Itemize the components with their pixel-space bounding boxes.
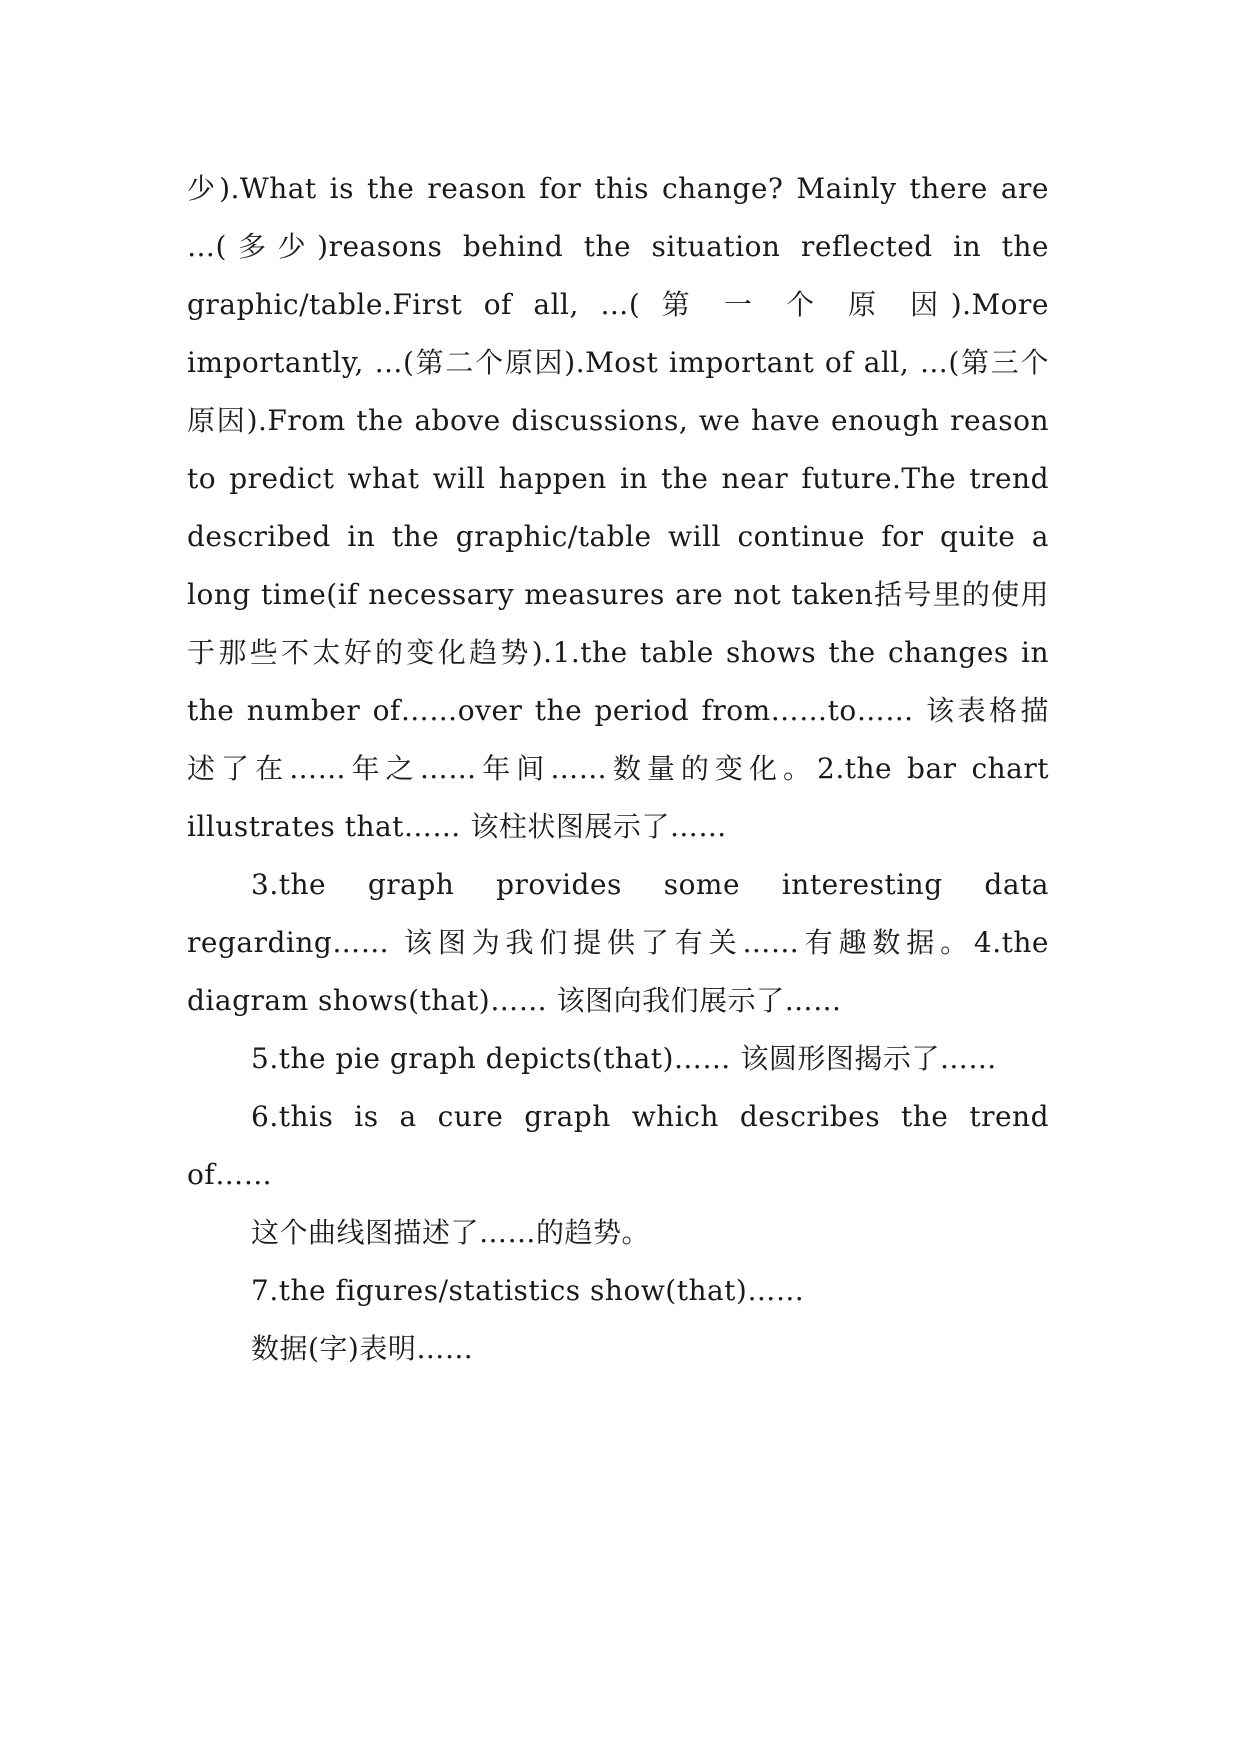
paragraph-phrase-6: 6.this is a cure graph which describes the trend of…… [187, 1100, 1049, 1191]
paragraph-phrase-7-translation: 数据(字)表明…… [251, 1332, 474, 1365]
paragraph-phrase-5: 5.the pie graph depicts(that)…… 该圆形图揭示了…… [251, 1042, 997, 1075]
paragraph-phrase-7: 7.the figures/statistics show(that)…… [251, 1274, 805, 1307]
document-body [187, 160, 1049, 1378]
paragraph-phrase-6-translation: 这个曲线图描述了……的趋势。 [251, 1216, 651, 1249]
paragraph-reasons-and-phrases: 少).What is the reason for this change? Mainly there are …(多少)reasons behind the situation reflected in the graphic/table.First of all, …( 第 一 个 原 因).More importantly, …(第二个原因).Most important of all, …(第三个原因).From the above discussions, we have enough reason to predict what will happen in the near future.The trend described in the graphic/table will continue for quite a long time(if necessary measures are not taken括号里的使用于那些不太好的变化趋势).1.the table shows the changes in the number of……over the period from……to…… 该表格描述了在……年之……年间……数量的变化。2.the bar chart illustrates that…… 该柱状图展示了…… [187, 172, 1049, 843]
paragraph-phrase-3-4: 3.the graph provides some interesting data regarding…… 该图为我们提供了有关……有趣数据。4.the diagram shows(that)…… 该图向我们展示了…… [187, 868, 1049, 1017]
